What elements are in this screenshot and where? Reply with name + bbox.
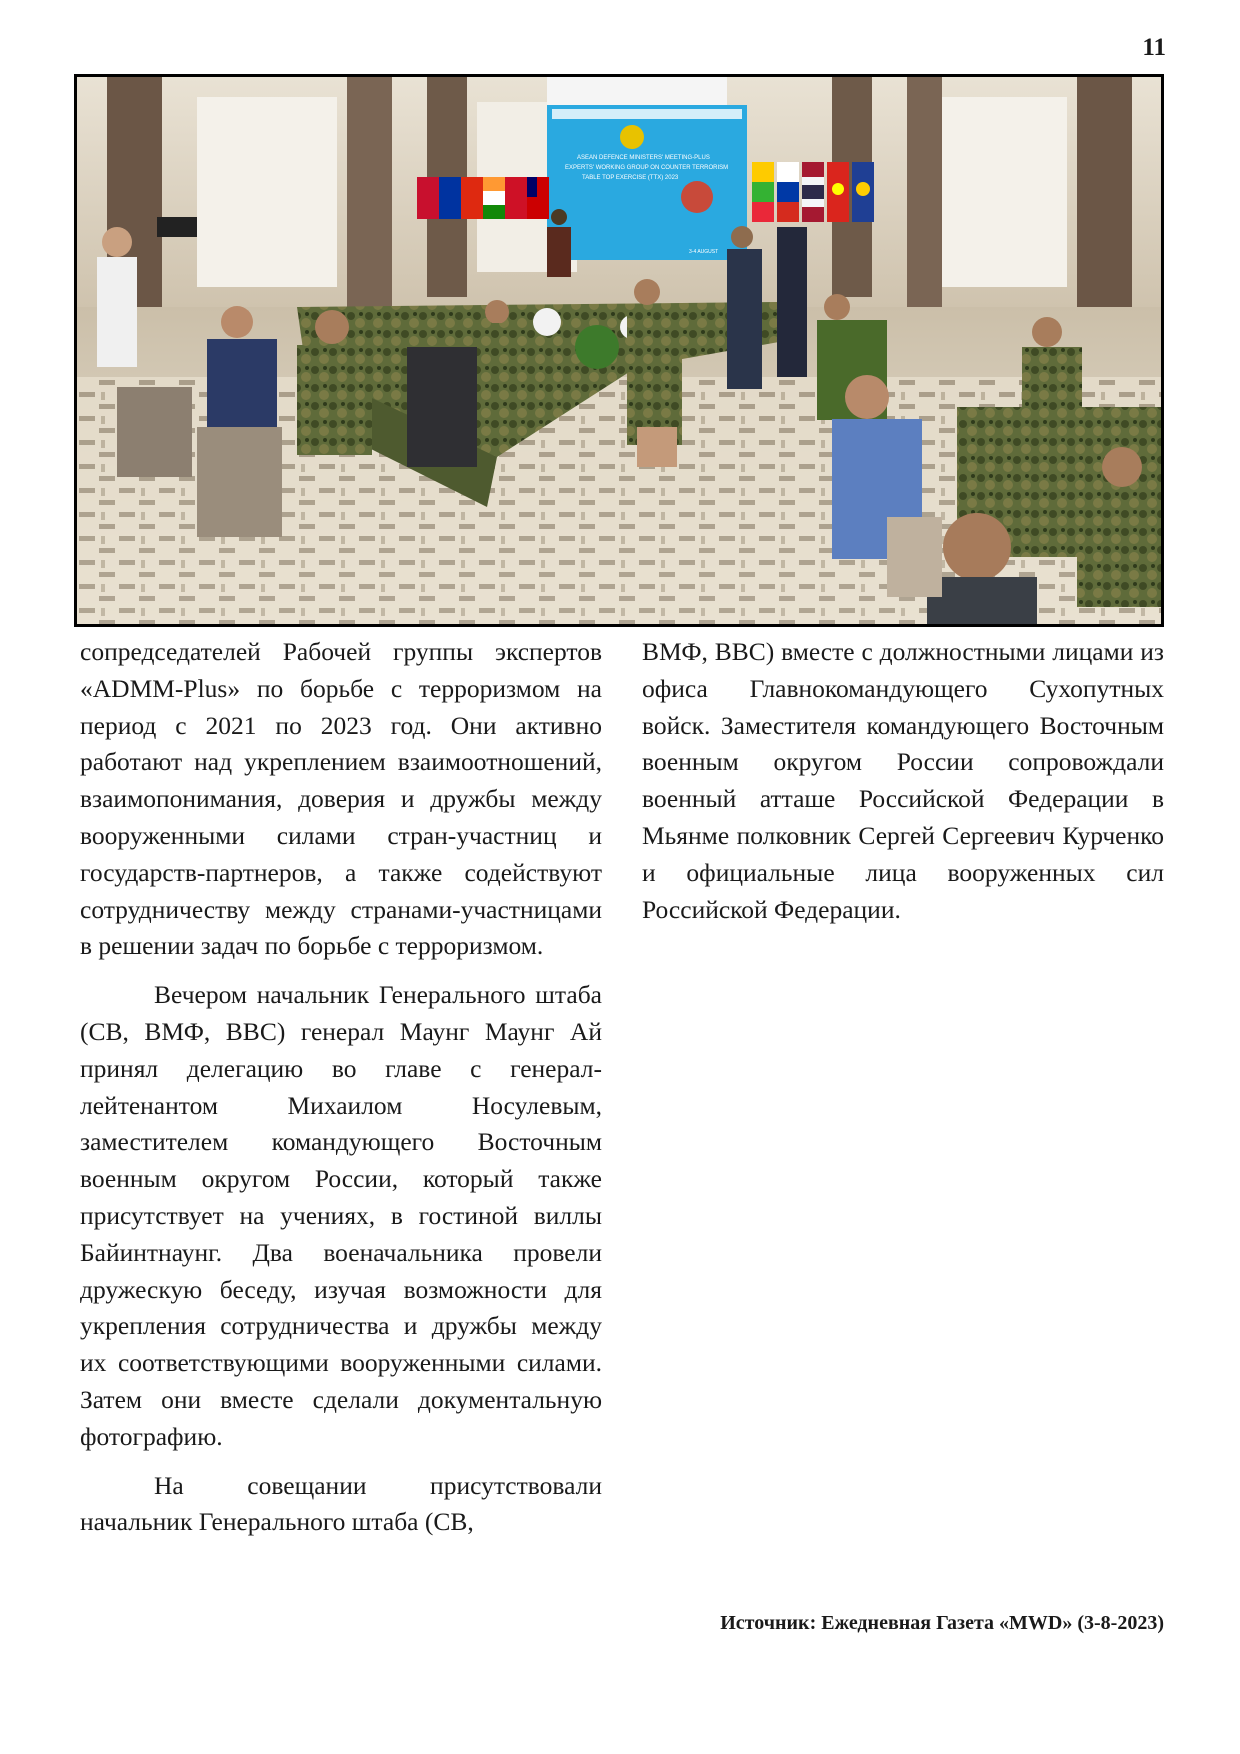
- source-credit: Источник: Ежедневная Газета «MWD» (3-8-2023): [720, 1612, 1164, 1634]
- left-text-column: [80, 634, 602, 1553]
- left-paragraph-3: На совещании присутствовали начальник Генерального штаба (СВ,: [80, 1470, 602, 1537]
- flags-left: [417, 177, 549, 219]
- conference-photo-illustration: [77, 77, 1161, 624]
- right-paragraph-1: ВМФ, ВВС) вместе с должностными лицами из офиса Главнокомандующего Сухопутных войск. Заместителя командующего Восточным военным округом России сопровождали военный атташе Российской Федерации в Мьянме полковник Сергей Сергеевич Курченко и официальные лица вооруженных сил Российской Федерации.: [642, 637, 1164, 924]
- screen-date: 3-4 AUGUST: [689, 249, 719, 255]
- screen-line-2: EXPERTS' WORKING GROUP ON COUNTER TERRORISM: [565, 165, 729, 171]
- screen-line-1: ASEAN DEFENCE MINISTERS' MEETING-PLUS: [577, 155, 710, 161]
- conference-photo: [74, 74, 1164, 627]
- right-text-column: [642, 634, 1164, 940]
- left-paragraph-1: сопредседателей Рабочей группы экспертов «ADMM-Plus» по борьбе с терроризмом на период с 2021 по 2023 год. Они активно работают над укреплением взаимоотношений, взаимопонимания, доверия и дружбы между вооруженными силами стран-участниц и государств-партнеров, а также содействуют сотрудничеству между странами-участницами в решении задач по борьбе с терроризмом.: [80, 637, 602, 961]
- page-number: 11: [1142, 34, 1166, 61]
- screen-line-3: TABLE TOP EXERCISE (TTX) 2023: [582, 175, 679, 181]
- flags-right: [752, 162, 874, 222]
- left-paragraph-2: Вечером начальник Генерального штаба (СВ, ВМФ, ВВС) генерал Маунг Маунг Ай принял делегацию во главе с генерал-лейтенантом Михаилом Носулевым, заместителем командующего Восточным военным округом России, который также присутствует на учениях, в гостиной виллы Байинтнаунг. Два военачальника провели дружескую беседу, изучая возможности для укрепления сотрудничества и дружбы между их соответствующими вооруженными силами. Затем они вместе сделали документальную фотографию.: [80, 980, 602, 1451]
